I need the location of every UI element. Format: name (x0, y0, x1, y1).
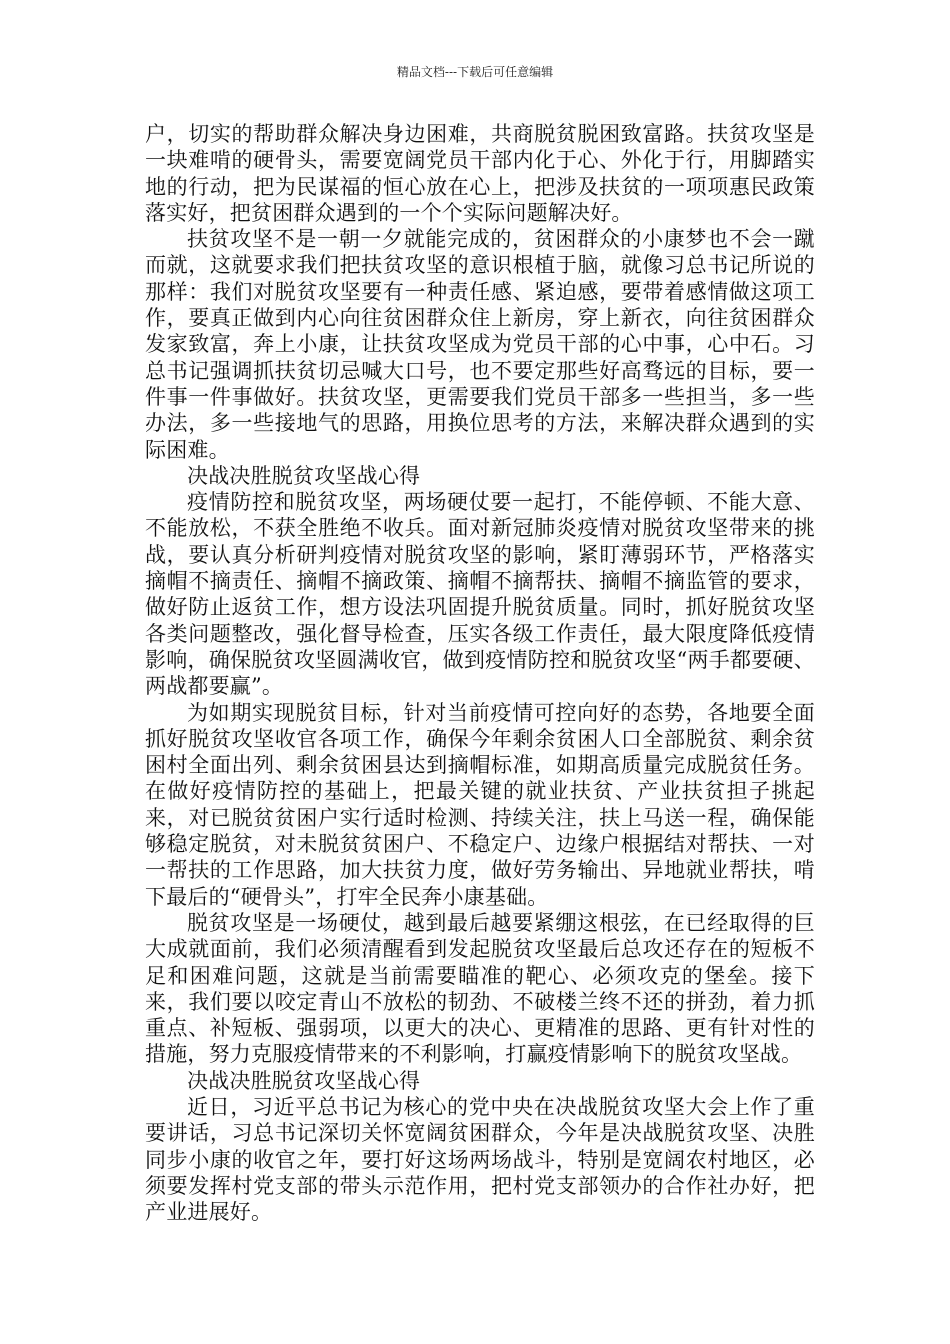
paragraph: 为如期实现脱贫目标，针对当前疫情可控向好的态势，各地要全面抓好脱贫攻坚收官各项工作，确保今年剩余贫困人口全部脱贫、剩余贫困村全面出列、剩余贫困县达到摘帽标准，如期高质量完成脱贫任务。在做好疫情防控的基础上，把最关键的就业扶贫、产业扶贫担子挑起来，对已脱贫贫困户实行适时检测、持续关注，扶上马送一程，确保能够稳定脱贫，对未脱贫贫困户、不稳定户、边缘户根据结对帮扶、一对一帮扶的工作思路，加大扶贫力度，做好劳务输出、异地就业帮扶，啃下最后的“硬骨头”，打牢全民奔小康基础。 (145, 700, 815, 909)
page-header: 精品文档---下载后可任意编辑 (396, 65, 554, 79)
section-heading: 决战决胜脱贫攻坚战心得 (187, 1068, 421, 1093)
paragraph-continuation: 户，切实的帮助群众解决身边困难，共商脱贫脱困致富路。扶贫攻坚是一块难啃的硬骨头，需要宽阔党员干部内化于心、外化于行，用脚踏实地的行动，把为民谋福的恒心放在心上，把涉及扶贫的一项项惠民政策落实好，把贫困群众遇到的一个个实际问题解决好。 (145, 122, 815, 225)
section-heading: 决战决胜脱贫攻坚战心得 (187, 463, 421, 488)
paragraph: 近日，习近平总书记为核心的党中央在决战脱贫攻坚大会上作了重要讲话，习总书记深切关怀宽阔贫困群众，今年是决战脱贫攻坚、决胜同步小康的收官之年，要打好这场两场战斗，特别是宽阔农村地区，必须要发挥村党支部的带头示范作用，把村党支部领办的合作社办好，把产业进展好。 (145, 1094, 815, 1225)
paragraph: 脱贫攻坚是一场硬仗，越到最后越要紧绷这根弦，在已经取得的巨大成就面前，我们必须清醒看到发起脱贫攻坚最后总攻还存在的短板不足和困难问题，这就是当前需要瞄准的靶心、必须攻克的堡垒。接下来，我们要以咬定青山不放松的韧劲、不破楼兰终不还的拼劲，着力抓重点、补短板、强弱项，以更大的决心、更精准的思路、更有针对性的措施，努力克服疫情带来的不利影响，打赢疫情影响下的脱贫攻坚战。 (145, 910, 815, 1067)
paragraph: 扶贫攻坚不是一朝一夕就能完成的，贫困群众的小康梦也不会一蹴而就，这就要求我们把扶贫攻坚的意识根植于脑，就像习总书记所说的那样：我们对脱贫攻坚要有一种责任感、紧迫感，要带着感情做这项工作，要真正做到内心向往贫困群众住上新房，穿上新衣，向往贫困群众发家致富，奔上小康，让扶贫攻坚成为党员干部的心中事，心中石。习总书记强调抓扶贫切忌喊大口号，也不要定那些好高骛远的目标，要一件事一件事做好。扶贫攻坚，更需要我们党员干部多一些担当，多一些办法，多一些接地气的思路，用换位思考的方法，来解决群众遇到的实际困难。 (145, 227, 815, 462)
paragraph: 疫情防控和脱贫攻坚，两场硬仗要一起打，不能停顿、不能大意、不能放松，不获全胜绝不收兵。面对新冠肺炎疫情对脱贫攻坚带来的挑战，要认真分析研判疫情对脱贫攻坚的影响，紧盯薄弱环节，严格落实摘帽不摘责任、摘帽不摘政策、摘帽不摘帮扶、摘帽不摘监管的要求，做好防止返贫工作，想方设法巩固提升脱贫质量。同时，抓好脱贫攻坚各类问题整改，强化督导检查，压实各级工作责任，最大限度降低疫情影响，确保脱贫攻坚圆满收官，做到疫情防控和脱贫攻坚“两手都要硬、两战都要赢”。 (145, 490, 815, 699)
document-body (145, 121, 815, 1225)
